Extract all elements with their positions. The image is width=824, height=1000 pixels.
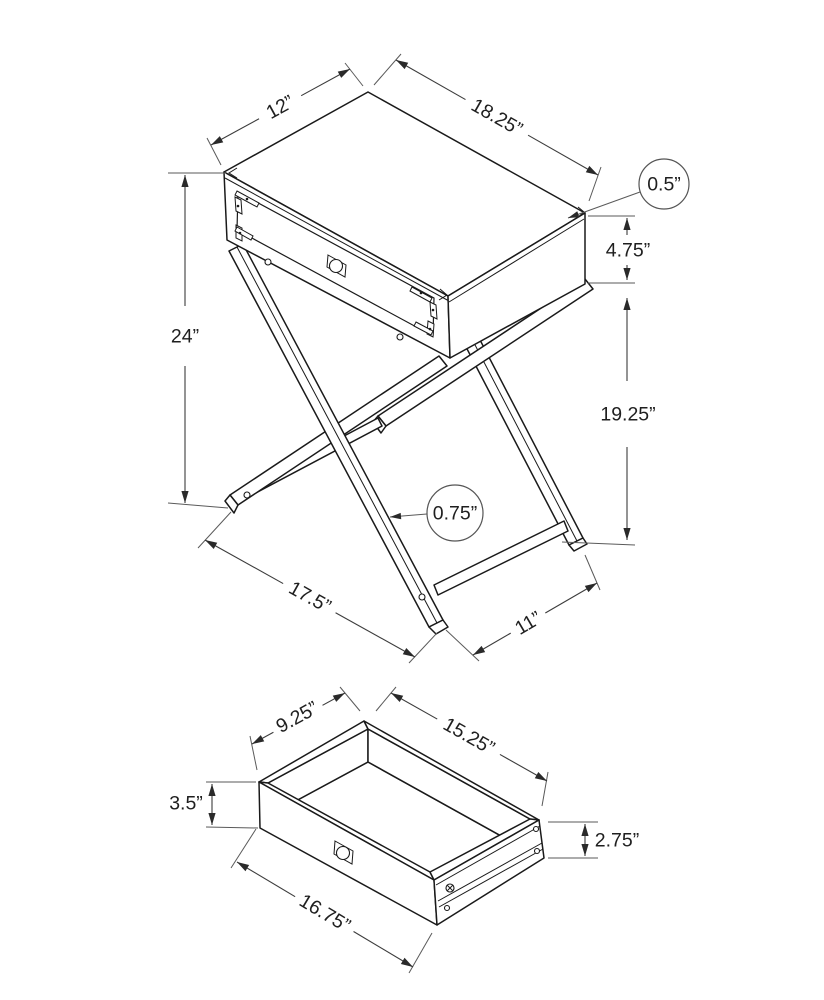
- dim-label-apron-height: 4.75”: [605, 239, 651, 262]
- drawer-drawing: [259, 721, 544, 925]
- dim-label-drawer-front-height: 3.5”: [169, 792, 203, 815]
- dim-label-base-depth: 11”: [511, 607, 546, 640]
- dim-label-top-thickness: 0.5”: [647, 173, 681, 196]
- dim-label-drawer-inner-width: 15.25”: [439, 713, 499, 760]
- dim-label-leg-thickness: 0.75”: [432, 502, 478, 525]
- dim-label-drawer-inner-depth: 9.25”: [272, 697, 323, 738]
- dim-label-total-height: 24”: [170, 325, 200, 348]
- dim-label-top-width: 18.25”: [467, 94, 527, 141]
- dim-label-drawer-side-height: 2.75”: [594, 829, 640, 852]
- dim-label-top-depth: 12”: [262, 91, 298, 124]
- side-table-drawing: [224, 92, 593, 634]
- dim-label-feet-spread: 17.5”: [284, 576, 335, 618]
- dim-label-leg-height: 19.25”: [600, 403, 656, 426]
- dim-label-drawer-outer-width: 16.75”: [295, 889, 355, 938]
